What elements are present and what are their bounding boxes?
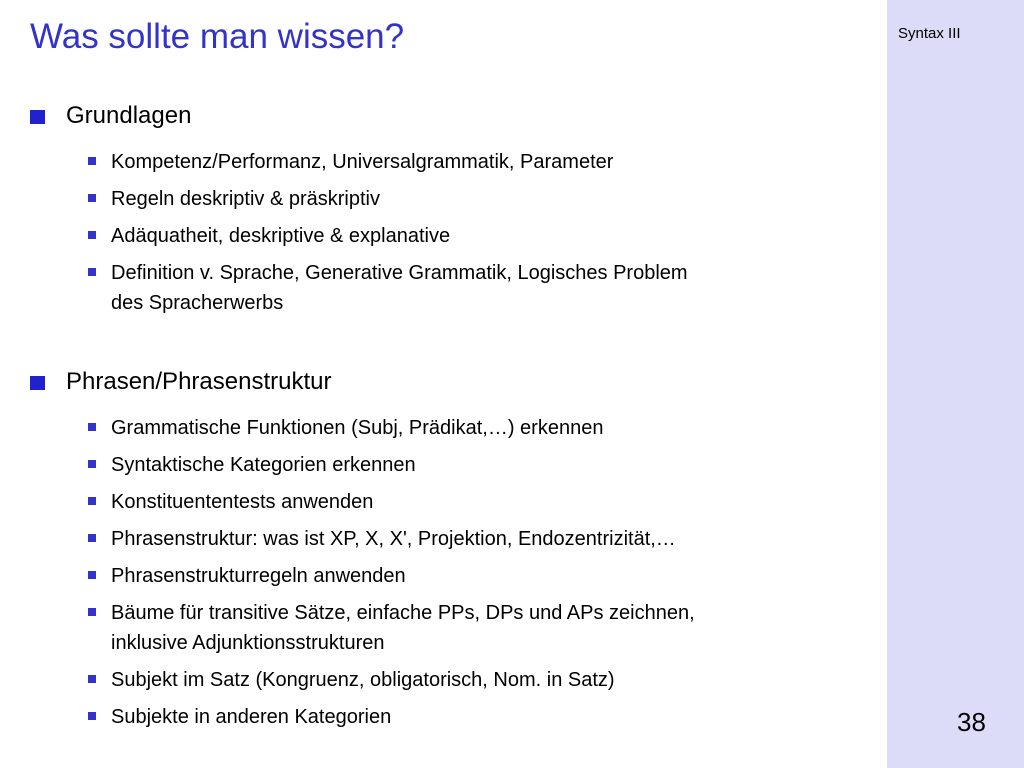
list-item-text: Syntaktische Kategorien erkennen — [111, 454, 416, 476]
list-item-text: Kompetenz/Performanz, Universalgrammatik, Parameter — [111, 151, 614, 173]
sidebar-panel — [887, 0, 1024, 768]
list-item — [30, 524, 870, 554]
section-grundlagen — [30, 100, 870, 325]
list-item-text-continued: des Spracherwerbs — [111, 292, 284, 314]
list-item — [30, 258, 870, 318]
list-item-text: Subjekte in anderen Kategorien — [111, 706, 392, 728]
list-item — [30, 598, 870, 658]
list-item — [30, 702, 870, 732]
page-number: 38 — [957, 707, 986, 737]
course-label: Syntax III — [898, 25, 961, 42]
list-item-text: Definition v. Sprache, Generative Grammatik, Logisches Problem — [111, 262, 688, 284]
section-heading — [30, 100, 870, 132]
list-item-text: Phrasenstruktur: was ist XP, X, X', Projektion, Endozentrizität,… — [111, 528, 676, 550]
list-item-text: Regeln deskriptiv & präskriptiv — [111, 188, 380, 210]
list-item-text-continued: inklusive Adjunktionsstrukturen — [111, 632, 385, 654]
list-item-text: Konstituententests anwenden — [111, 491, 374, 513]
section-phrasenstruktur — [30, 366, 870, 739]
small-square-bullet-icon — [88, 231, 96, 239]
list-item-text: Bäume für transitive Sätze, einfache PPs, DPs und APs zeichnen, — [111, 602, 695, 624]
list-item — [30, 450, 870, 480]
section-heading-text: Phrasen/Phrasenstruktur — [66, 368, 332, 395]
small-square-bullet-icon — [88, 608, 96, 616]
list-item-text: Subjekt im Satz (Kongruenz, obligatorisch, Nom. in Satz) — [111, 669, 615, 691]
small-square-bullet-icon — [88, 571, 96, 579]
small-square-bullet-icon — [88, 675, 96, 683]
section-heading-text: Grundlagen — [66, 102, 192, 129]
small-square-bullet-icon — [88, 194, 96, 202]
list-item — [30, 487, 870, 517]
slide-title: Was sollte man wissen? — [30, 17, 405, 56]
square-bullet-icon — [30, 110, 45, 124]
list-item — [30, 147, 870, 177]
small-square-bullet-icon — [88, 423, 96, 431]
bullet-list — [30, 147, 870, 318]
list-item-text: Phrasenstrukturregeln anwenden — [111, 565, 406, 587]
list-item — [30, 665, 870, 695]
small-square-bullet-icon — [88, 268, 96, 276]
list-item — [30, 413, 870, 443]
bullet-list — [30, 413, 870, 732]
list-item — [30, 561, 870, 591]
square-bullet-icon — [30, 376, 45, 390]
list-item-text: Grammatische Funktionen (Subj, Prädikat,…) erkennen — [111, 417, 604, 439]
small-square-bullet-icon — [88, 497, 96, 505]
small-square-bullet-icon — [88, 460, 96, 468]
list-item-text: Adäquatheit, deskriptive & explanative — [111, 225, 451, 247]
list-item — [30, 221, 870, 251]
list-item — [30, 184, 870, 214]
small-square-bullet-icon — [88, 712, 96, 720]
small-square-bullet-icon — [88, 157, 96, 165]
small-square-bullet-icon — [88, 534, 96, 542]
section-heading — [30, 366, 870, 398]
